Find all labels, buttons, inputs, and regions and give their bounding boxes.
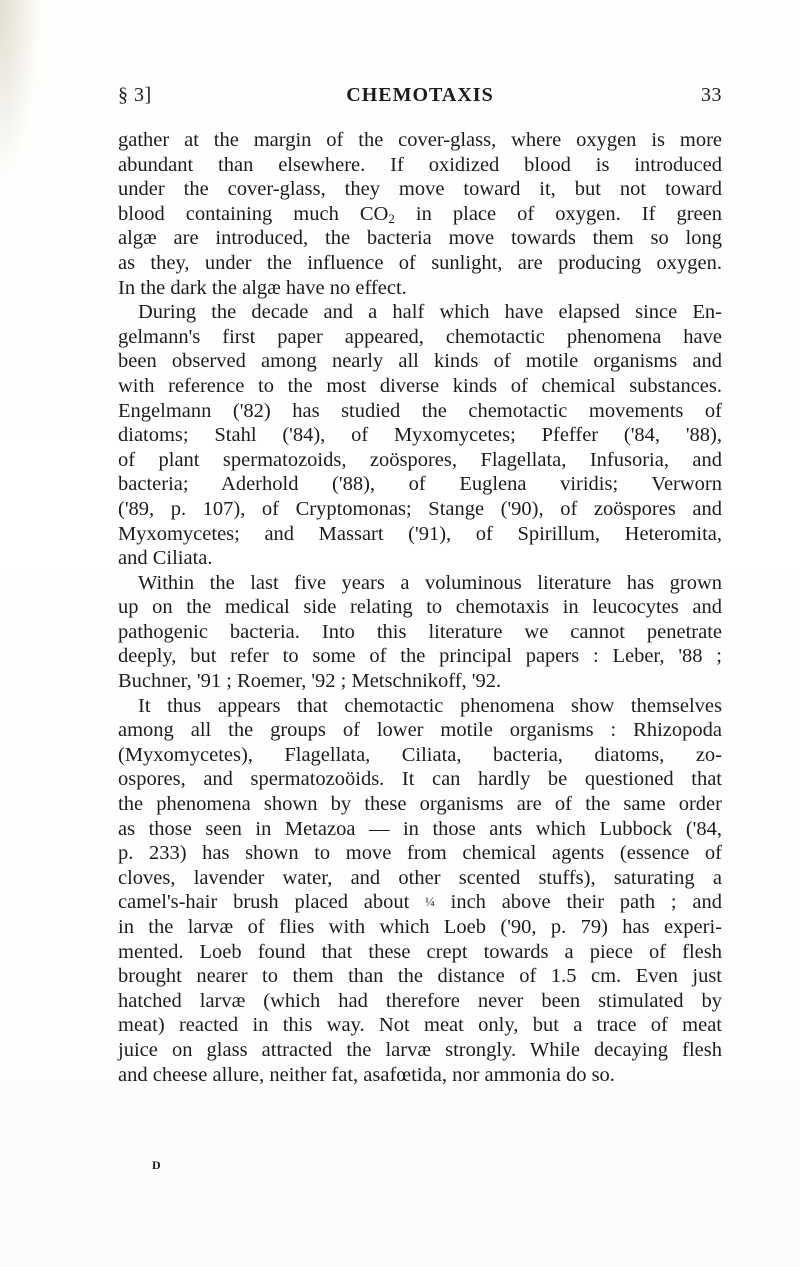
text-line: under the cover-glass, they move toward it, but not toward: [118, 178, 722, 201]
text-line: Engelmann ('82) has studied the chemotactic movements of: [118, 399, 722, 422]
text-line: Within the last five years a voluminous literature has grown: [138, 571, 722, 594]
text-line: meat) reacted in this way. Not meat only, but a trace of meat: [118, 1014, 722, 1037]
text-line: hatched larvæ (which had therefore never been stimulated by: [118, 989, 722, 1012]
text-line: During the decade and a half which have elapsed since En-: [138, 301, 722, 324]
text-line: blood containing much $CO_2$ in place of oxygen. If green: [118, 202, 722, 226]
text-line: and cheese allure, neither fat, asafœtida, nor ammonia do so.: [118, 1063, 615, 1086]
text-line: the phenomena shown by these organisms are of the same order: [118, 793, 722, 816]
text-line: abundant than elsewhere. If oxidized blood is introduced: [118, 153, 722, 176]
text-line: deeply, but refer to some of the principal papers : Leber, '88 ;: [118, 645, 722, 668]
text-line: diatoms; Stahl ('84), of Myxomycetes; Pfeffer ('84, '88),: [118, 424, 722, 447]
text-line: Myxomycetes; and Massart ('91), of Spirillum, Heteromita,: [118, 522, 722, 545]
text-line: juice on glass attracted the larvæ strongly. While decaying flesh: [118, 1038, 722, 1061]
text-line: p. 233) has shown to move from chemical agents (essence of: [118, 842, 722, 865]
text-line: ospores, and spermatozoöids. It can hardly be questioned that: [118, 768, 722, 791]
text-line: cloves, lavender water, and other scented stuffs), saturating a: [118, 866, 722, 889]
text-line: gather at the margin of the cover-glass, where oxygen is more: [118, 129, 722, 151]
text-line: Buchner, '91 ; Roemer, '92 ; Metschnikoff, '92.: [118, 670, 502, 693]
signature-mark: D: [152, 1158, 161, 1172]
subscript-2: 2: [388, 210, 395, 226]
fraction-quarter: ¼: [425, 894, 435, 910]
text-line: been observed among nearly all kinds of motile organisms and: [118, 350, 722, 373]
text-line: bacteria; Aderhold ('88), of Euglena viridis; Verworn: [118, 473, 722, 496]
running-header: [118, 84, 722, 114]
text-line: gelmann's first paper appeared, chemotactic phenomena have: [118, 325, 722, 348]
text-line: with reference to the most diverse kinds of chemical substances.: [118, 374, 722, 397]
running-title: CHEMOTAXIS: [346, 84, 494, 106]
text-line: as those seen in Metazoa — in those ants which Lubbock ('84,: [118, 817, 722, 840]
text-line: brought nearer to them than the distance of 1.5 cm. Even just: [118, 965, 722, 988]
page-number: 33: [701, 84, 722, 106]
text-line: of plant spermatozoids, zoöspores, Flagellata, Infusoria, and: [118, 448, 722, 471]
text-line: ('89, p. 107), of Cryptomonas; Stange ('90), of zoöspores and: [118, 497, 722, 520]
section-marker: § 3]: [118, 84, 152, 106]
text-line: algæ are introduced, the bacteria move towards them so long: [118, 227, 722, 250]
text-line: pathogenic bacteria. Into this literature we cannot penetrate: [118, 620, 722, 643]
text-line: (Myxomycetes), Flagellata, Ciliata, bacteria, diatoms, zo-: [118, 743, 722, 766]
text-line: and Ciliata.: [118, 547, 213, 570]
text-line: in the larvæ of flies with which Loeb ('90, p. 79) has experi-: [118, 916, 722, 938]
text-line: among all the groups of lower motile organisms : Rhizopoda: [118, 719, 722, 742]
text-line: mented. Loeb found that these crept towards a piece of flesh: [118, 940, 722, 963]
text-line: In the dark the algæ have no effect.: [118, 276, 407, 299]
text-line: camel's-hair brush placed about ¼ inch above their path ; and: [118, 891, 722, 914]
scan-shadow: [0, 0, 40, 180]
text-line: as they, under the influence of sunlight, are producing oxygen.: [118, 251, 722, 274]
body-text: [118, 128, 722, 1087]
text-line: up on the medical side relating to chemotaxis in leucocytes and: [118, 596, 722, 619]
text-line: It thus appears that chemotactic phenomena show themselves: [138, 694, 722, 717]
